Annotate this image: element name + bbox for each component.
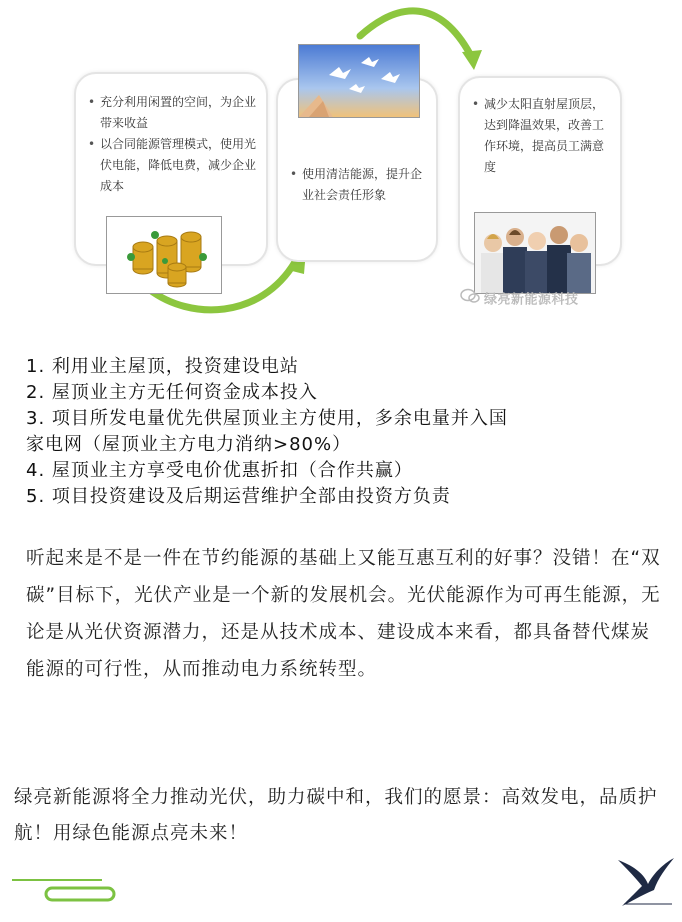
watermark [460, 288, 579, 308]
arrow-top-head [462, 50, 482, 70]
bullet-item: • 充分利用闲置的空间，为企业带来收益 [88, 92, 256, 134]
intro-paragraph: 听起来是不是一件在节约能源的基础上又能互惠互利的好事？没错！在“双碳”目标下，光伏产业是一个新的发展机会。光伏能源作为可再生能源，无论是从光伏资源潜力，还是从技术成本、建设成本来看，都具备替代煤炭能源的可行性，从而推动电力系统转型。 [26, 548, 661, 680]
swallow-logo [614, 848, 676, 910]
benefits-diagram [0, 0, 682, 330]
team-image [474, 212, 596, 294]
list-item: 4. 屋顶业主方享受电价优惠折扣（合作共赢） [26, 460, 413, 481]
coins-image [106, 216, 222, 294]
vision-paragraph: 绿亮新能源将全力推动光伏，助力碳中和，我们的愿景：高效发电，品质护航！用绿色能源点亮未来！ [14, 787, 658, 844]
bullet-item: • 减少太阳直射屋顶层，达到降温效果，改善工作环境，提高员工满意度 [472, 94, 612, 178]
list-item: 5. 项目投资建设及后期运营维护全部由投资方负责 [26, 486, 451, 507]
model-points-list [26, 354, 666, 510]
list-item: 家电网（屋顶业主方电力消纳>80%） [26, 434, 352, 455]
bullet-item: • 以合同能源管理模式，使用光伏电能，降低电费，减少企业成本 [88, 134, 256, 197]
bullet-item: • 使用清洁能源，提升企业社会责任形象 [290, 164, 428, 206]
list-item: 2. 屋顶业主方无任何资金成本投入 [26, 382, 318, 403]
doves-image [298, 44, 420, 118]
footer-decoration [12, 876, 122, 906]
list-item: 3. 项目所发电量优先供屋顶业主方使用，多余电量并入国 [26, 408, 508, 429]
watermark-text: 绿亮新能源科技 [484, 292, 579, 308]
wechat-icon [460, 288, 480, 308]
list-item: 1. 利用业主屋顶，投资建设电站 [26, 356, 299, 377]
